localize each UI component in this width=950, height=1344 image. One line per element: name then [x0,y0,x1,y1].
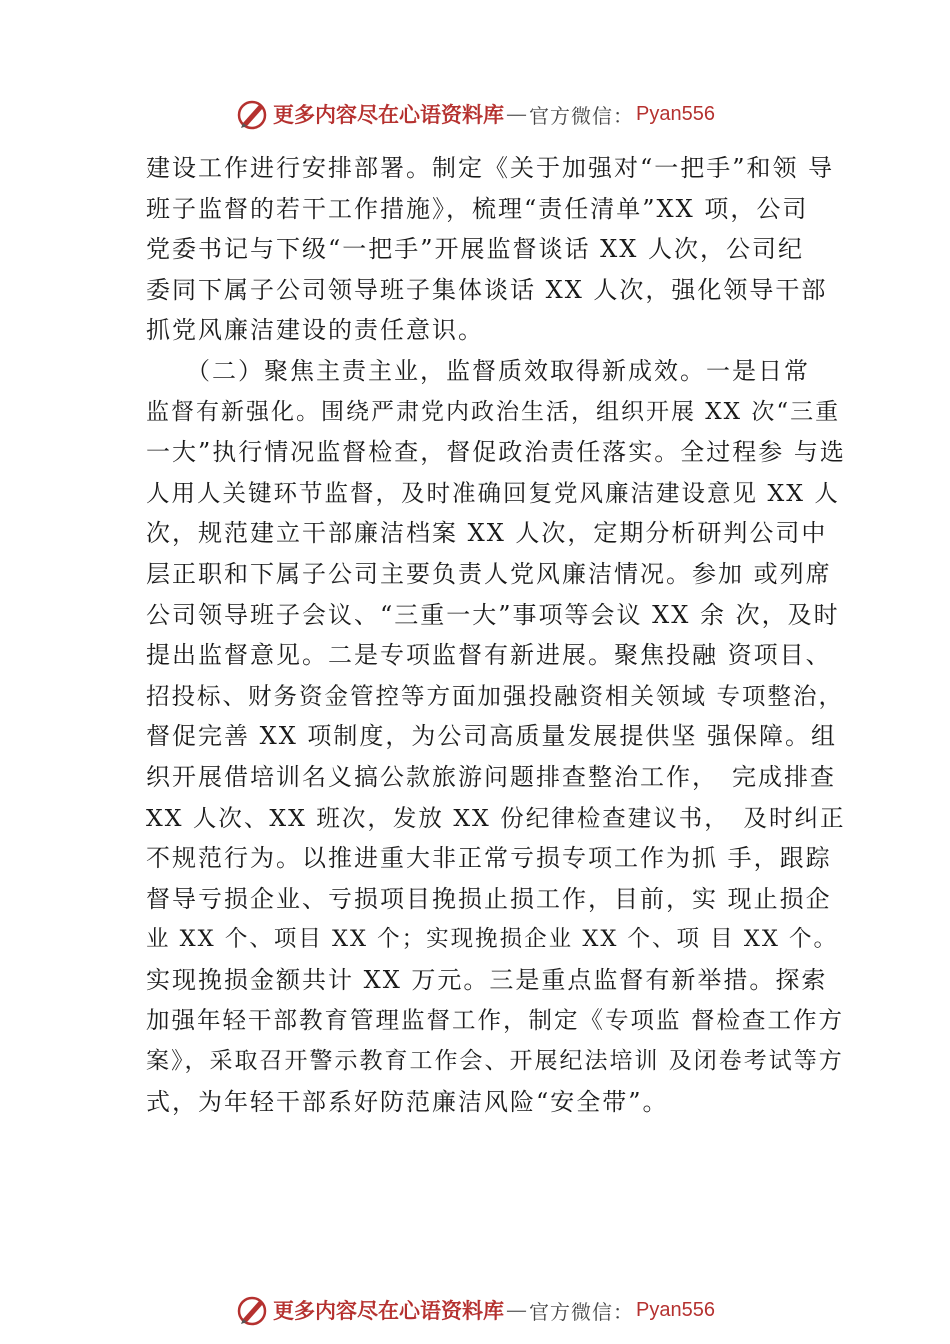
text-line: 提出监督意见。二是专项监督有新进展。聚焦投融 资项目、 [146,641,832,670]
text-line: 督促完善 XX 项制度，为公司高质量发展提供坚 强保障。组 [146,722,838,751]
banner-separator: — [506,1298,528,1322]
banner-brand: 更多内容尽在心语资料库 [273,102,505,127]
text-line: 式，为年轻干部系好防范廉洁风险“安全带”。 [146,1087,669,1116]
banner-brand: 更多内容尽在心语资料库 [273,1298,505,1323]
text-line: 次，规范建立干部廉洁档案 XX 人次，定期分析研判公司中 [146,519,828,548]
text-line: 招投标、财务资金管控等方面加强投融资相关领域 专项整治， [146,681,844,710]
banner-official-label: 官方微信： [529,103,635,128]
text-line: 一大”执行情况监督检查，督促政治责任落实。全过程参 与选 [146,438,846,467]
text-line: 人用人关键环节监督，及时准确回复党风廉洁建设意见 XX 人 [146,478,840,507]
text-line: 案》，采取召开警示教育工作会、开展纪法培训 及闭卷考试等方 [146,1048,844,1075]
text-line: （二）聚焦主责主业，监督质效取得新成效。一是日常 [146,356,810,385]
text-line: 监督有新强化。围绕严肃党内政治生活，组织开展 XX 次“三重 [146,398,841,425]
banner-separator: — [506,102,528,126]
text-line: 不规范行为。以推进重大非正常亏损专项工作为抓 手，跟踪 [146,844,832,873]
text-line: 党委书记与下级“一把手”开展监督谈话 XX 人次，公司纪 [146,235,804,264]
header-banner [0,94,950,134]
banner-handle: Pyan556 [636,1298,715,1321]
text-line: 公司领导班子会议、“三重一大”事项等会议 XX 余 次，及时 [146,600,840,629]
text-line: XX 人次、XX 班次，发放 XX 份纪律检查建议书， 及时纠正 [146,803,846,832]
pen-logo-icon [235,97,269,131]
text-line: 抓党风廉洁建设的责任意识。 [146,316,484,345]
text-line: 实现挽损金额共计 XX 万元。三是重点监督有新举措。探索 [146,965,828,994]
text-line: 业 XX 个、项目 XX 个；实现挽损企业 XX 个、项 目 XX 个。 [146,926,839,953]
banner-handle: Pyan556 [636,102,715,125]
text-line: 委同下属子公司领导班子集体谈话 XX 人次，强化领导干部 [146,275,828,304]
footer-banner [0,1290,950,1330]
document-body [146,148,846,1122]
text-line: 建设工作进行安排部署。制定《关于加强对“一把手”和领 导 [146,154,835,182]
text-line: 织开展借培训名义搞公款旅游问题排查整治工作， 完成排查 [146,762,836,791]
text-line: 督导亏损企业、亏损项目挽损止损工作，目前，实 现止损企 [146,884,832,913]
banner-official-label: 官方微信： [529,1299,635,1324]
text-line: 层正职和下属子公司主要负责人党风廉洁情况。参加 或列席 [146,559,832,588]
pen-logo-icon [235,1293,269,1327]
text-line: 班子监督的若干工作措施》，梳理“责任清单”XX 项，公司 [146,194,809,223]
text-line: 加强年轻干部教育管理监督工作，制定《专项监 督检查工作方 [146,1006,844,1035]
